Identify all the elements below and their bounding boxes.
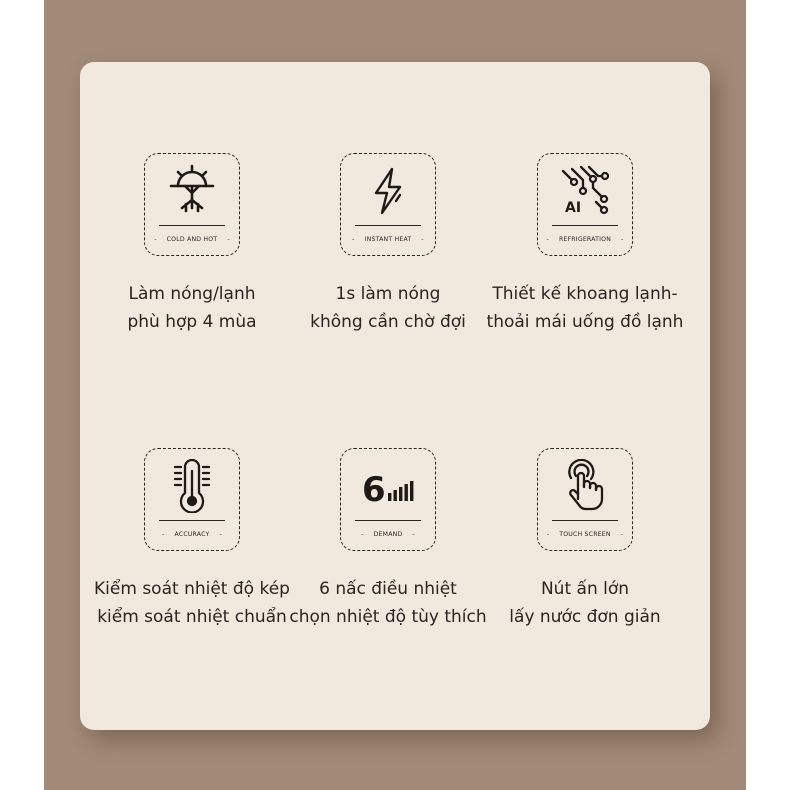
feature-touch-screen [485,448,685,631]
description-line: Kiểm soát nhiệt độ kép [94,579,290,599]
description-line: không cần chờ đợi [310,312,466,332]
description-line: 1s làm nóng [335,284,441,304]
feature-description [92,575,292,631]
feature-description [288,575,488,631]
description-line: 6 nấc điều nhiệt [319,579,457,599]
feature-description [485,280,685,336]
feature-accuracy [92,448,292,631]
touch-hand-icon [558,459,612,513]
icon-divider [355,225,421,226]
icon-divider [552,520,618,521]
ai-circuit-icon [558,164,612,218]
description-line: Thiết kế khoang lạnh- [492,284,678,304]
description-line: phù hợp 4 mùa [127,312,257,332]
icon-box [144,448,240,551]
feature-description [485,575,685,631]
feature-description [288,280,488,336]
icon-box [537,153,633,256]
description-line: Làm nóng/lạnh [128,284,256,304]
icon-caption: - TOUCH SCREEN - [538,531,632,538]
lightning-bolt-icon [361,164,415,218]
icon-divider [355,520,421,521]
feature-description [92,280,292,336]
icon-box [340,153,436,256]
feature-instant-heat [288,153,488,336]
icon-caption: - ACCURACY - [145,531,239,538]
description-line: thoải mái uống đồ lạnh [486,312,684,332]
features-card [80,62,710,730]
icon-box [144,153,240,256]
description-line: Nút ấn lớn [540,579,630,599]
six-levels-icon [361,459,415,513]
level-number: 6 [362,470,386,510]
sun-snowflake-icon [165,164,219,218]
icon-caption: - COLD AND HOT - [145,236,239,243]
description-line: kiểm soát nhiệt chuẩn [97,607,287,627]
thermometer-icon [165,459,219,513]
icon-divider [159,520,225,521]
icon-caption: - INSTANT HEAT - [341,236,435,243]
icon-divider [552,225,618,226]
icon-caption: - REFRIGERATION - [538,236,632,243]
icon-divider [159,225,225,226]
feature-refrigeration [485,153,685,336]
icon-box [340,448,436,551]
description-line: lấy nước đơn giản [509,607,661,627]
icon-box [537,448,633,551]
ai-label: AI [565,200,582,216]
feature-cold-and-hot [92,153,292,336]
feature-demand [288,448,488,631]
icon-caption: - DEMAND - [341,531,435,538]
description-line: chọn nhiệt độ tùy thích [289,607,487,627]
